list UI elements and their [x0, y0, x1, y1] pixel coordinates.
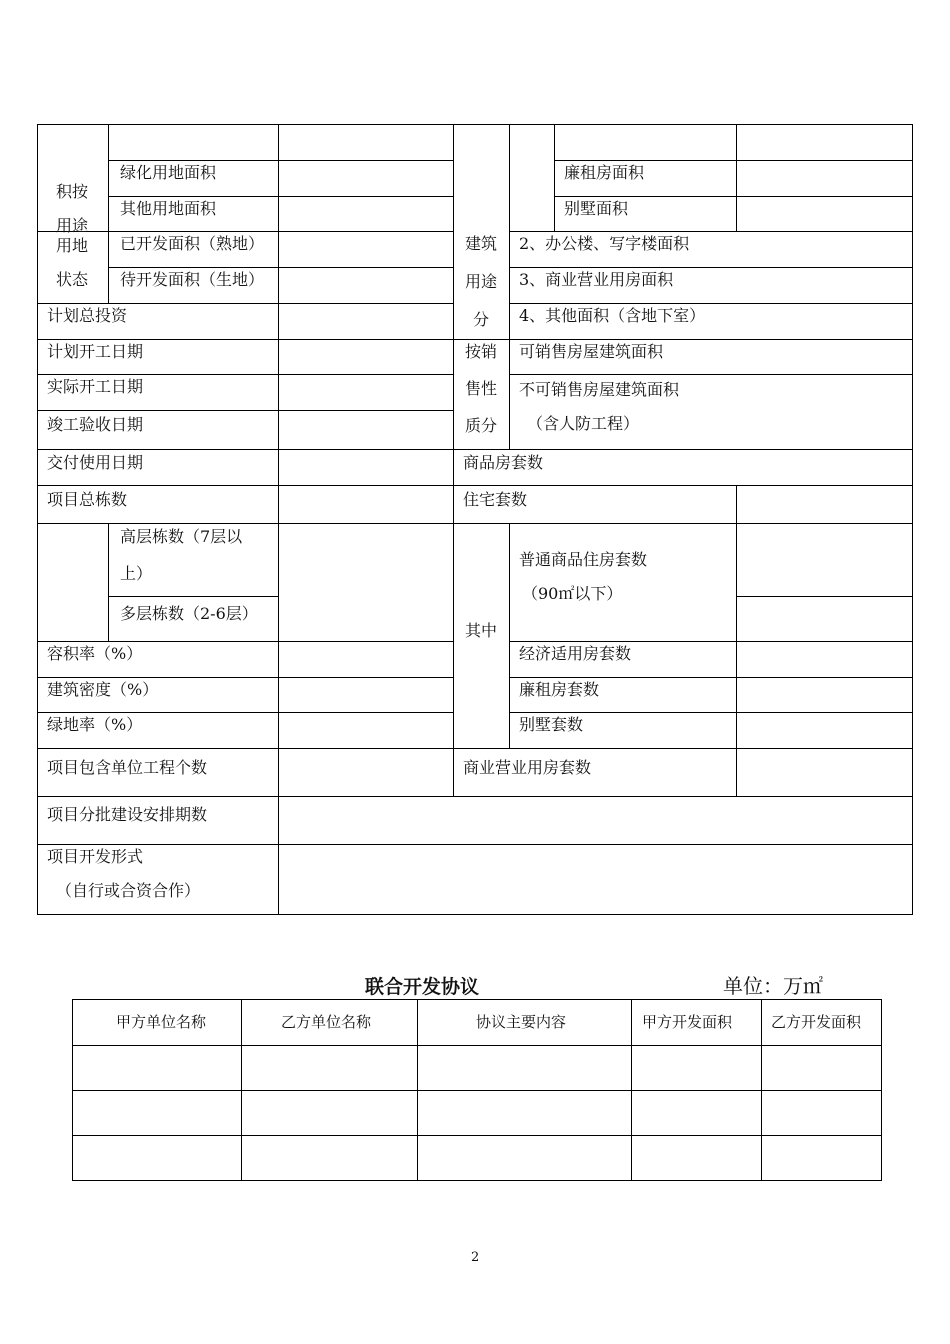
page-number: 2 [471, 1250, 480, 1265]
delivery-label: 交付使用日期 [47, 453, 144, 472]
header-party-a: 甲方单位名称 [116, 1013, 207, 1031]
land-other-label: 其他用地面积 [120, 199, 217, 218]
saleable-label: 可销售房屋建筑面积 [519, 342, 664, 361]
sale-nature-label: 售性 [465, 379, 498, 398]
header-area-b: 乙方开发面积 [771, 1013, 862, 1031]
multistorey-label: 多层栋数（2-6层） [120, 604, 258, 623]
completion-label: 竣工验收日期 [47, 415, 144, 434]
commercial-units-label: 商业营业用房套数 [463, 758, 592, 777]
highrise-label: 高层栋数（7层以 [120, 527, 243, 546]
header-area-a: 甲方开发面积 [642, 1013, 733, 1031]
unit-count-label: 项目包含单位工程个数 [47, 758, 208, 777]
density-label: 建筑密度（%） [47, 680, 159, 699]
other-area-label: 4、其他面积（含地下室） [519, 306, 706, 325]
ordinary-units-label: 普通商品住房套数 [519, 550, 648, 569]
residential-units-label: 住宅套数 [463, 490, 528, 509]
sale-nature-label: 质分 [465, 416, 498, 435]
commercial-area-label: 3、商业营业用房面积 [519, 270, 674, 289]
land-undeveloped-label: 待开发面积（生地） [120, 270, 265, 289]
unit-label: 单位：万㎡ [723, 974, 823, 998]
sale-nature-label: 按销 [465, 342, 498, 361]
ordinary-units-label: （90㎡以下） [522, 584, 623, 603]
affordable-units-label: 经济适用房套数 [519, 644, 632, 663]
land-state-label: 用地 [56, 236, 89, 255]
lowrent-area-label: 廉租房面积 [564, 163, 645, 182]
building-use-label: 分 [473, 310, 490, 329]
villa-area-label: 别墅面积 [564, 199, 629, 218]
phases-label: 项目分批建设安排期数 [47, 805, 208, 824]
green-ratio-label: 绿地率（%） [47, 715, 143, 734]
dev-form-label: （自行或合资合作） [56, 881, 201, 900]
land-use-label: 积按 [56, 182, 89, 201]
lowrent-units-label: 廉租房套数 [519, 680, 600, 699]
dev-form-label: 项目开发形式 [47, 847, 144, 866]
building-use-label: 用途 [465, 272, 498, 291]
plan-start-label: 计划开工日期 [47, 342, 144, 361]
non-saleable-label: （含人防工程） [527, 414, 640, 433]
plan-investment-label: 计划总投资 [47, 306, 128, 325]
far-label: 容积率（%） [47, 644, 143, 663]
housing-units-label: 商品房套数 [463, 453, 544, 472]
total-buildings-label: 项目总栋数 [47, 490, 128, 509]
villa-units-label: 别墅套数 [519, 715, 584, 734]
agreement-title: 联合开发协议 [365, 976, 480, 998]
building-use-label: 建筑 [465, 234, 498, 253]
land-use-label: 用途 [56, 216, 89, 235]
land-state-label: 状态 [56, 270, 89, 289]
header-content: 协议主要内容 [476, 1013, 567, 1031]
actual-start-label: 实际开工日期 [47, 377, 144, 396]
non-saleable-label: 不可销售房屋建筑面积 [519, 380, 680, 399]
land-green-label: 绿化用地面积 [120, 163, 217, 182]
office-area-label: 2、办公楼、写字楼面积 [519, 234, 690, 253]
among-label: 其中 [465, 621, 498, 640]
land-developed-label: 已开发面积（熟地） [120, 234, 265, 253]
highrise-label: 上） [120, 564, 153, 583]
header-party-b: 乙方单位名称 [281, 1013, 372, 1031]
